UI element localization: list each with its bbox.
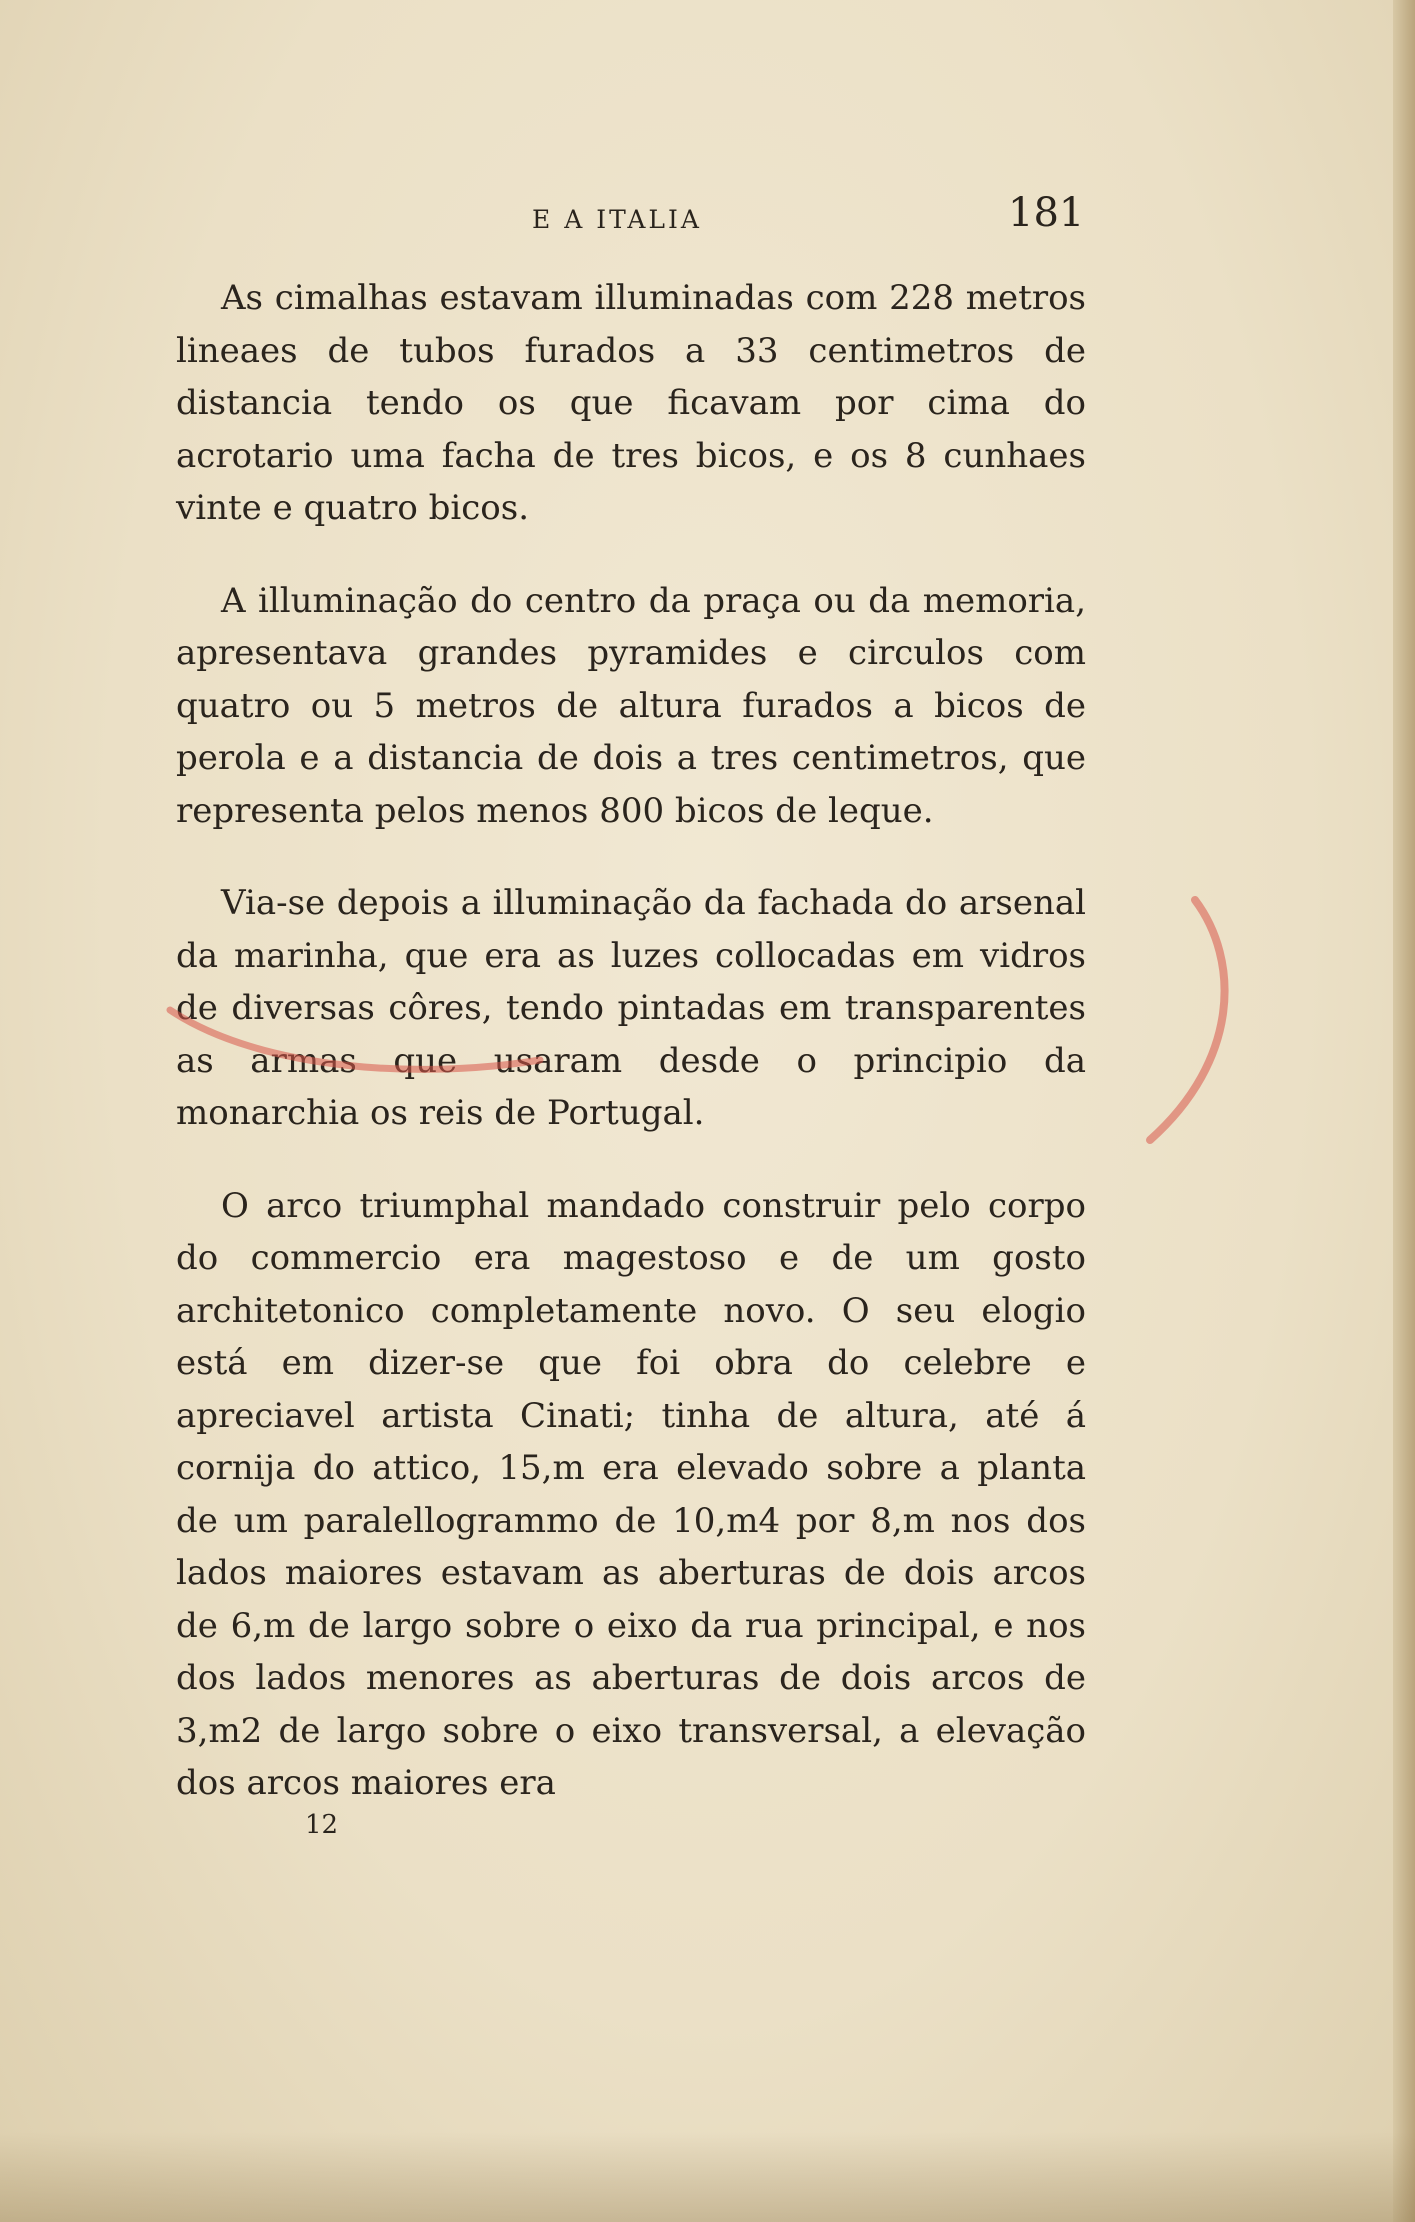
red-pencil-underline: [170, 1010, 540, 1069]
page-number: 181: [1008, 190, 1085, 236]
red-pencil-bracket: [1150, 900, 1225, 1140]
signature-mark: 12: [305, 1810, 339, 1840]
paragraph-illuminacao-praca: A illuminação do centro da praça ou da memoria, apresentava grandes pyramides e circulos com quatro ou 5 metros de altura furados a bicos de perola e a distancia de dois a tres centimetros, que representa pelos menos 800 bicos de leque.: [176, 580, 1086, 831]
paragraph-cimalhas: As cimalhas estavam illuminadas com 228 metros lineaes de tubos furados a 33 centimetros de distancia tendo os que ficavam por cima do acrotario uma facha de tres bicos, e os 8 cunhaes vinte e quatro bicos.: [176, 278, 1086, 528]
paragraph-arsenal-marinha: Via-se depois a illuminação da fachada do arsenal da marinha, que era as luzes collocadas em vidros de diversas côres, tendo pintadas em transparentes as armas que usaram desde o principio da monarchia os reis de Portugal.: [176, 883, 1086, 1133]
running-head: E A ITALIA: [532, 205, 702, 234]
paragraph-arco-triumphal: O arco triumphal mandado construir pelo corpo do commercio era magestoso e de um gosto architetonico completamente novo. O seu elogio está em dizer-se que foi obra do celebre e apreciavel artista Cinati; tinha de altura, até á cornija do attico, 15,m era elevado sobre a planta de um paralellogrammo de 10,m4 por 8,m nos dos lados maiores estavam as aberturas de dois arcos de 6,m de largo sobre o eixo da rua principal, e nos dos lados menores as aberturas de dois arcos de 3,m2 de largo sobre o eixo transversal, a elevação dos arcos maiores era: [176, 1185, 1086, 1803]
